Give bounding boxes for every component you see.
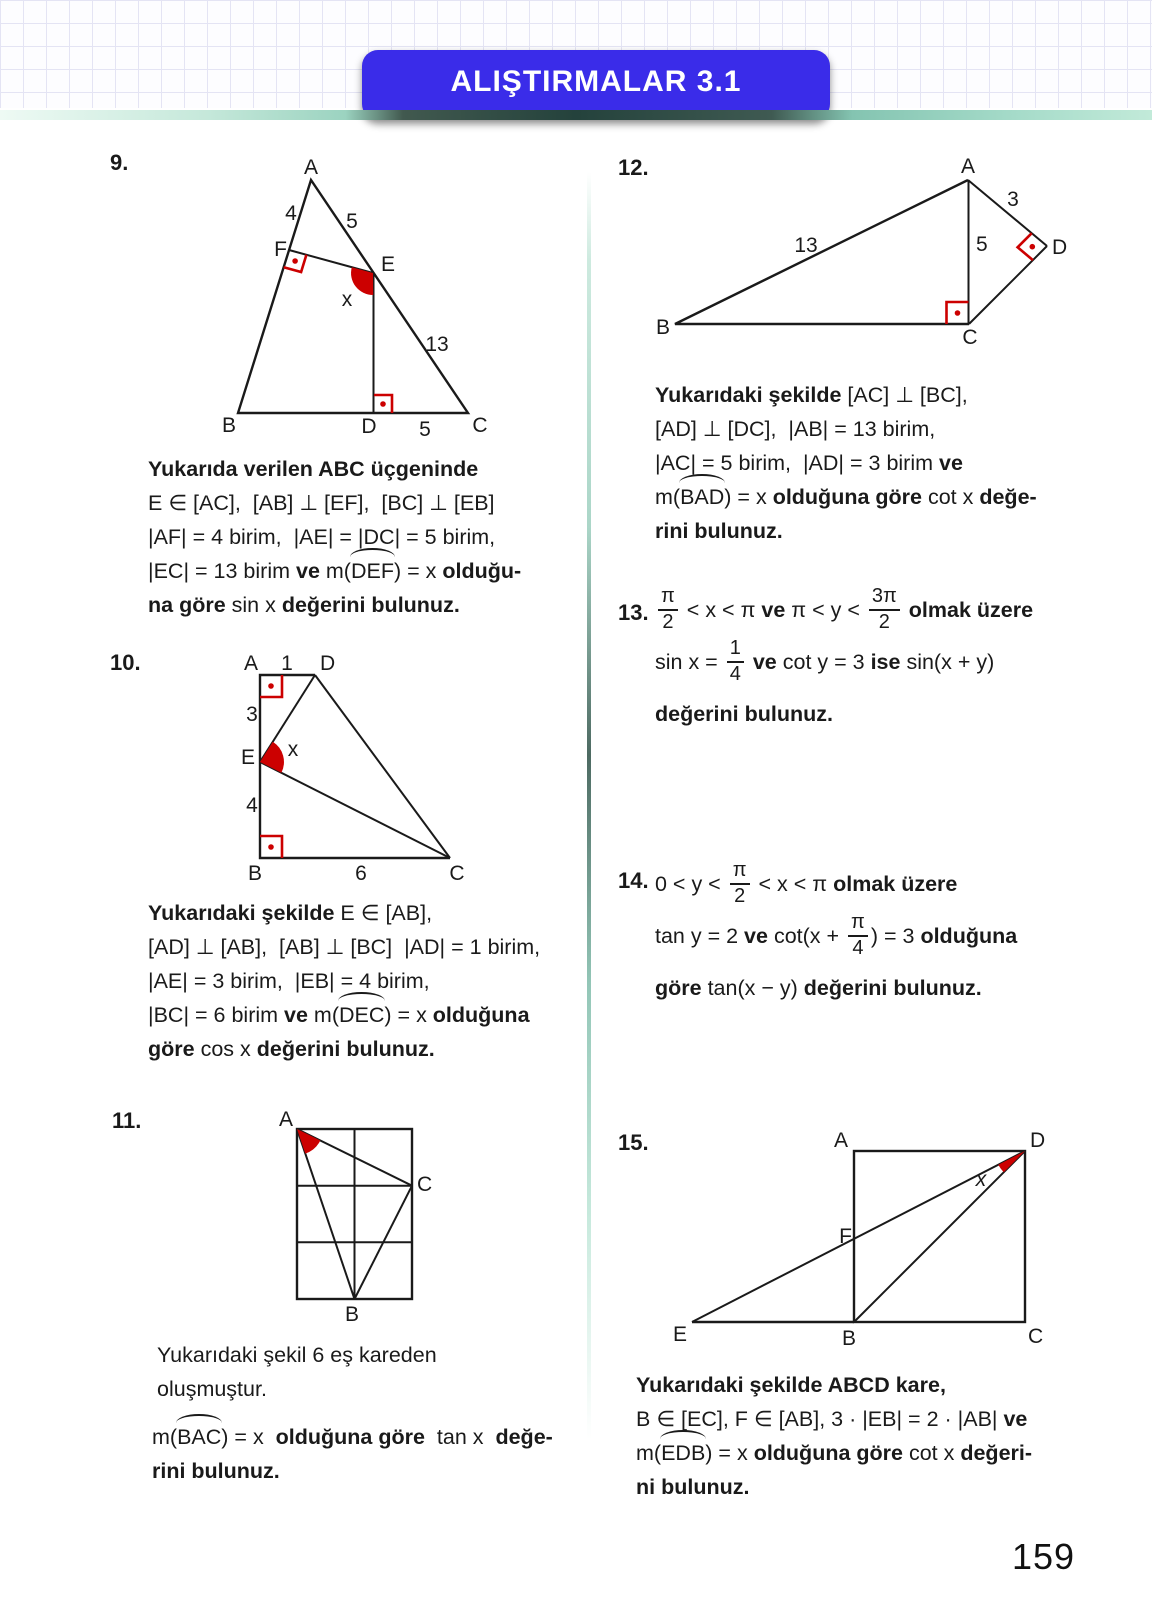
text-line: |BC| = 6 birim ve m(DEC) = x olduğuna [148,998,600,1032]
vertex-label-c: C [472,414,488,437]
problem-13-number: 13. [618,600,649,625]
vertex-label-a: A [833,1129,848,1152]
text-line: ni bulunuz. [636,1475,750,1499]
problem-15-diagram [660,1129,1080,1350]
vertex-label-b: B [221,414,237,437]
text-line: Yukarıdaki şekilde ABCD kare, [636,1373,946,1397]
text-line: m(BAC) = x olduğuna göre tan x değe- [152,1420,604,1454]
text-line: B ∈ [EC], F ∈ [AB], 3 · |EB| = 2 · |AB| ve [636,1407,1028,1431]
right-angle-mark-d [374,395,392,413]
vertex-label-b: B [841,1327,857,1350]
text-line: tan y = 2 ve cot(x + $\frac{\pi}{4}$ ) = 3 olduğuna [655,911,1018,959]
text-line: |EC| = 13 birim ve m(DEF) = x olduğu- [148,554,600,588]
text-line: E ∈ [AC], [AB] ⊥ [EF], [BC] ⊥ [EB] [148,491,495,515]
vertex-label-c: C [417,1173,433,1196]
figure-lines [675,180,1047,324]
vertex-label-c: C [449,862,465,885]
problem-13-text [655,584,1115,740]
problem-11-diagram [278,1108,475,1327]
vertex-label-a: A [243,652,258,675]
page-number: 159 [1012,1536,1076,1577]
right-angle-mark-d [1018,233,1036,260]
vertex-label-d: D [1052,236,1068,259]
vertex-label-a: A [303,156,319,179]
text-line: [AD] ⊥ [AB], [AB] ⊥ [BC] |AD| = 1 birim, [148,935,541,959]
vertex-label-e: E [672,1323,688,1346]
problem-11-number: 11. [112,1108,142,1133]
angle-x-label: x [341,288,353,311]
problem-11-text-2 [152,1420,604,1488]
problem-12-text [655,378,1100,548]
text-line: |AE| = 3 birim, |EB| = 4 birim, [148,969,430,993]
right-angle-mark-a [260,675,282,697]
text-line: rini bulunuz. [152,1459,280,1483]
text-line: |AC| = 5 birim, |AD| = 3 birim ve [655,451,963,475]
problem-9-diagram [200,150,500,445]
text-line: göre tan(x − y) değerini bulunuz. [655,976,982,1000]
six-squares-grid [297,1129,412,1299]
length-ec: 13 [425,333,449,356]
angle-x-label: x [287,738,299,761]
right-angle-mark-c [947,302,969,324]
text-line: değerini bulunuz. [655,702,833,726]
text-line: sin x = $\frac{1}{4}$ ve cot y = 3 ise sin(x + y) [655,637,995,685]
problem-15-text [636,1368,1096,1504]
problem-9-number: 9. [110,150,129,175]
length-dc: 5 [419,418,431,441]
length-ac: 5 [976,233,988,256]
text-line: oluşmuştur. [157,1377,267,1401]
text-line: 0 < y < $\frac{\pi}{2}$ < x < π olmak üzere [655,859,958,907]
text-line: m(BAD) = x olduğuna göre cot x değe- [655,480,1100,514]
vertex-label-e: E [381,253,396,276]
length-ad: 1 [281,652,293,675]
problem-14-number: 14. [618,868,649,893]
diagram-labels [222,156,488,441]
text-line: $\frac{\pi}{2}$ < x < π ve π < y < $\frac{3\pi}{2}$ olmak üzere [655,584,1115,636]
point-label-f: F [839,1225,852,1248]
text-line: Yukarıdaki şekilde [AC] ⊥ [BC], [655,383,968,407]
vertex-label-f: F [274,238,287,261]
exercise-title: ALIŞTIRMALAR 3.1 [450,65,742,98]
angle-x-label: x [975,1168,987,1191]
right-angle-mark-b [260,836,282,858]
text-line: Yukarıda verilen ABC üçgeninde [148,457,479,481]
problem-12-diagram [655,155,1075,353]
text-line: Yukarıdaki şekilde E ∈ [AB], [148,901,433,925]
figure-lines [260,675,450,858]
vertex-label-b: B [344,1303,360,1326]
text-line: [AD] ⊥ [DC], |AB| = 13 birim, [655,417,936,441]
length-eb: 4 [246,794,258,817]
text-line: göre cos x değerini bulunuz. [148,1037,435,1061]
problem-9-text [148,452,600,622]
column-divider [587,172,591,1440]
vertex-label-e: E [240,746,255,769]
vertex-label-d: D [1030,1129,1046,1152]
length-ae: 5 [346,210,358,233]
text-line: |AF| = 4 birim, |AE| = |DC| = 5 birim, [148,525,496,549]
length-bc: 6 [355,862,367,885]
problem-11-text-1 [157,1338,597,1406]
problem-10-number: 10. [110,650,141,675]
vertex-label-b: B [247,862,263,885]
problem-15-number: 15. [618,1130,649,1155]
vertex-label-c: C [962,326,978,349]
diagram-labels [656,155,1067,349]
length-ae: 3 [246,703,258,726]
problem-10-diagram [230,645,475,890]
problem-14-text [655,858,1115,1014]
vertex-label-d: D [320,652,336,675]
vertex-label-a: A [278,1108,293,1131]
problem-12-number: 12. [618,155,649,180]
length-ab: 13 [794,234,818,257]
vertex-label-c: C [1028,1325,1044,1348]
vertex-label-a: A [960,155,976,178]
vertex-label-d: D [361,415,377,438]
length-af: 4 [285,202,297,225]
text-line: rini bulunuz. [655,519,783,543]
problem-10-text [148,896,600,1066]
text-line: Yukarıdaki şekil 6 eş kareden [157,1343,437,1367]
vertex-label-b: B [655,316,671,339]
text-line: na göre sin x değerini bulunuz. [148,593,460,617]
text-line: m(EDB) = x olduğuna göre cot x değeri- [636,1436,1096,1470]
length-ad: 3 [1007,188,1019,211]
header-divider-band [0,110,1152,120]
